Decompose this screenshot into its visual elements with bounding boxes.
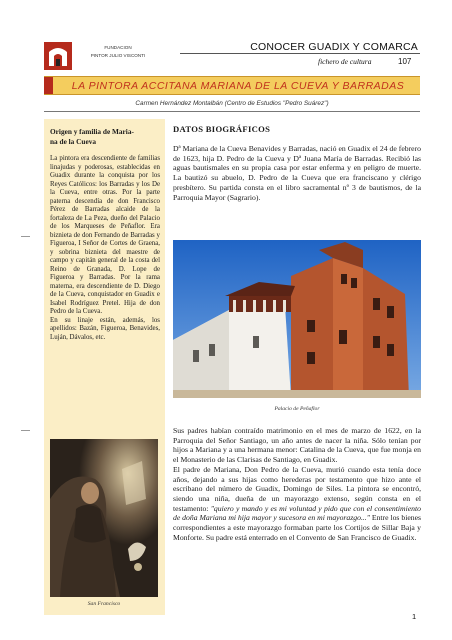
author-divider (44, 111, 420, 112)
title-accent (44, 77, 53, 94)
section-heading: DATOS BIOGRÁFICOS (173, 124, 271, 134)
foundation-line-1: FUNDACION (104, 45, 132, 50)
margin-mark (21, 236, 30, 237)
paragraph-3-start: El padre de Mariana, Don Pedro de la Cueva, murió cuando esta tenía doce años, dejando a sus hijas como herederas por testamento que hizo ante el escribano del número de Guadix, Domingo de Siles. La pintora se encontró, siendo una niña, dueña de un mayorazgo extenso, según consta en el testamento: (173, 464, 421, 513)
biography-paragraph-3 (173, 465, 421, 543)
footer-page-number: 1 (412, 612, 417, 621)
sidebar-heading (50, 127, 158, 147)
foundation-name (78, 44, 158, 60)
article-title: LA PINTORA ACCITANA MARIANA DE LA CUEVA Y BARRADAS (71, 80, 405, 92)
sidebar-photo-caption: San Francisco (87, 601, 121, 607)
series-subtitle: fichero de cultura (318, 57, 372, 66)
foundation-line-2: PINTOR JULIO VISCONTI (90, 53, 146, 58)
sidebar-box (44, 119, 165, 615)
biography-paragraph-2: Sus padres habían contraído matrimonio en el mes de marzo de 1622, en la Parroquia del Señor Santiago, un año antes de nacer la niña. Sólo tenían por hijos a Mariana y a una hermana menor: Catalina de la Cueva, que fue monja en el Monasterio de las Clarisas de Santiago, en Guadix. (173, 426, 421, 465)
sidebar-heading-line-2: na de la Cueva (50, 136, 97, 146)
sidebar-heading-line-1: Origen y familia de Maria- (50, 127, 134, 136)
biography-body (173, 426, 421, 542)
header-divider (180, 53, 420, 54)
palacio-photo (173, 240, 421, 398)
series-title: CONOCER GUADIX Y COMARCA (250, 41, 418, 53)
san-francisco-painting (50, 439, 158, 597)
biography-paragraph-1: Dª Mariana de la Cueva Benavides y Barradas, nació en Guadix el 24 de febrero de 1623, hija D. Pedro de la Cueva y Dª Juana María de Barradas. Recibió las aguas bautismales en su propia casa por estar enferma y en peligro de muerte. La bautizó su abuelo, D. Pedro de la Cueva que era franciscano y clérigo presbítero. Su partida consta en el libro sacramental nº 3 de bautismos, de la Parroquia Mayor (Sagrario). (173, 144, 421, 202)
sidebar-paragraph-2: En su linaje están, además, los apellidos: Bazán, Figueroa, Benavides, Luján, Dávalos, etc. (50, 316, 160, 341)
testament-quote: "quiero y mando y es mi voluntad y pido que con el consentimiento de doña Mariana mi hija mayor y sucesora en mi mayorazgo..." (173, 503, 421, 523)
article-author: Carmen Hernández Montalbán (Centro de Estudios "Pedro Suárez") (135, 100, 329, 107)
paragraph-3-end: Entre los bienes correspondientes a este mayorazgo formaban parte los Cortijos de Sillar Baja y Monforte. Su padre está enterrado en el Convento de San Francisco de Guadix. (173, 513, 421, 542)
sidebar-text (50, 155, 160, 342)
margin-mark (21, 430, 30, 431)
article-title-bar (44, 76, 420, 95)
main-photo-caption: Palacio de Peñaflor (274, 406, 320, 412)
foundation-logo (44, 42, 72, 70)
sidebar-paragraph-1: La pintora era descendiente de familias linajudas y poderosas, establecidas en Guadix durante la conquista por los Reyes Católicos: los Barradas y los De la Cueva, entre otras. Por la parte paterna descendía de don Francisco Pérez de Barradas alcaide de la fortaleza de La Peza, dueño del Palacio de los Marqueses de Peñaflor. Era biznieta de don Fernando de Barradas y Figueroa, I Señor de Cortes de Graena, y sobrina biznieta del maestre de campo y capitán general de la costa del Reino de Granada, D. Lope de Figueroa y Barradas. Por la rama materna, era descendiente de D. Diego de la Cueva, conquistador en Guadix e Isabel Rodríguez Pretel. Hija de don Pedro de la Cueva. (50, 155, 160, 315)
header-page-number: 107 (398, 57, 412, 66)
